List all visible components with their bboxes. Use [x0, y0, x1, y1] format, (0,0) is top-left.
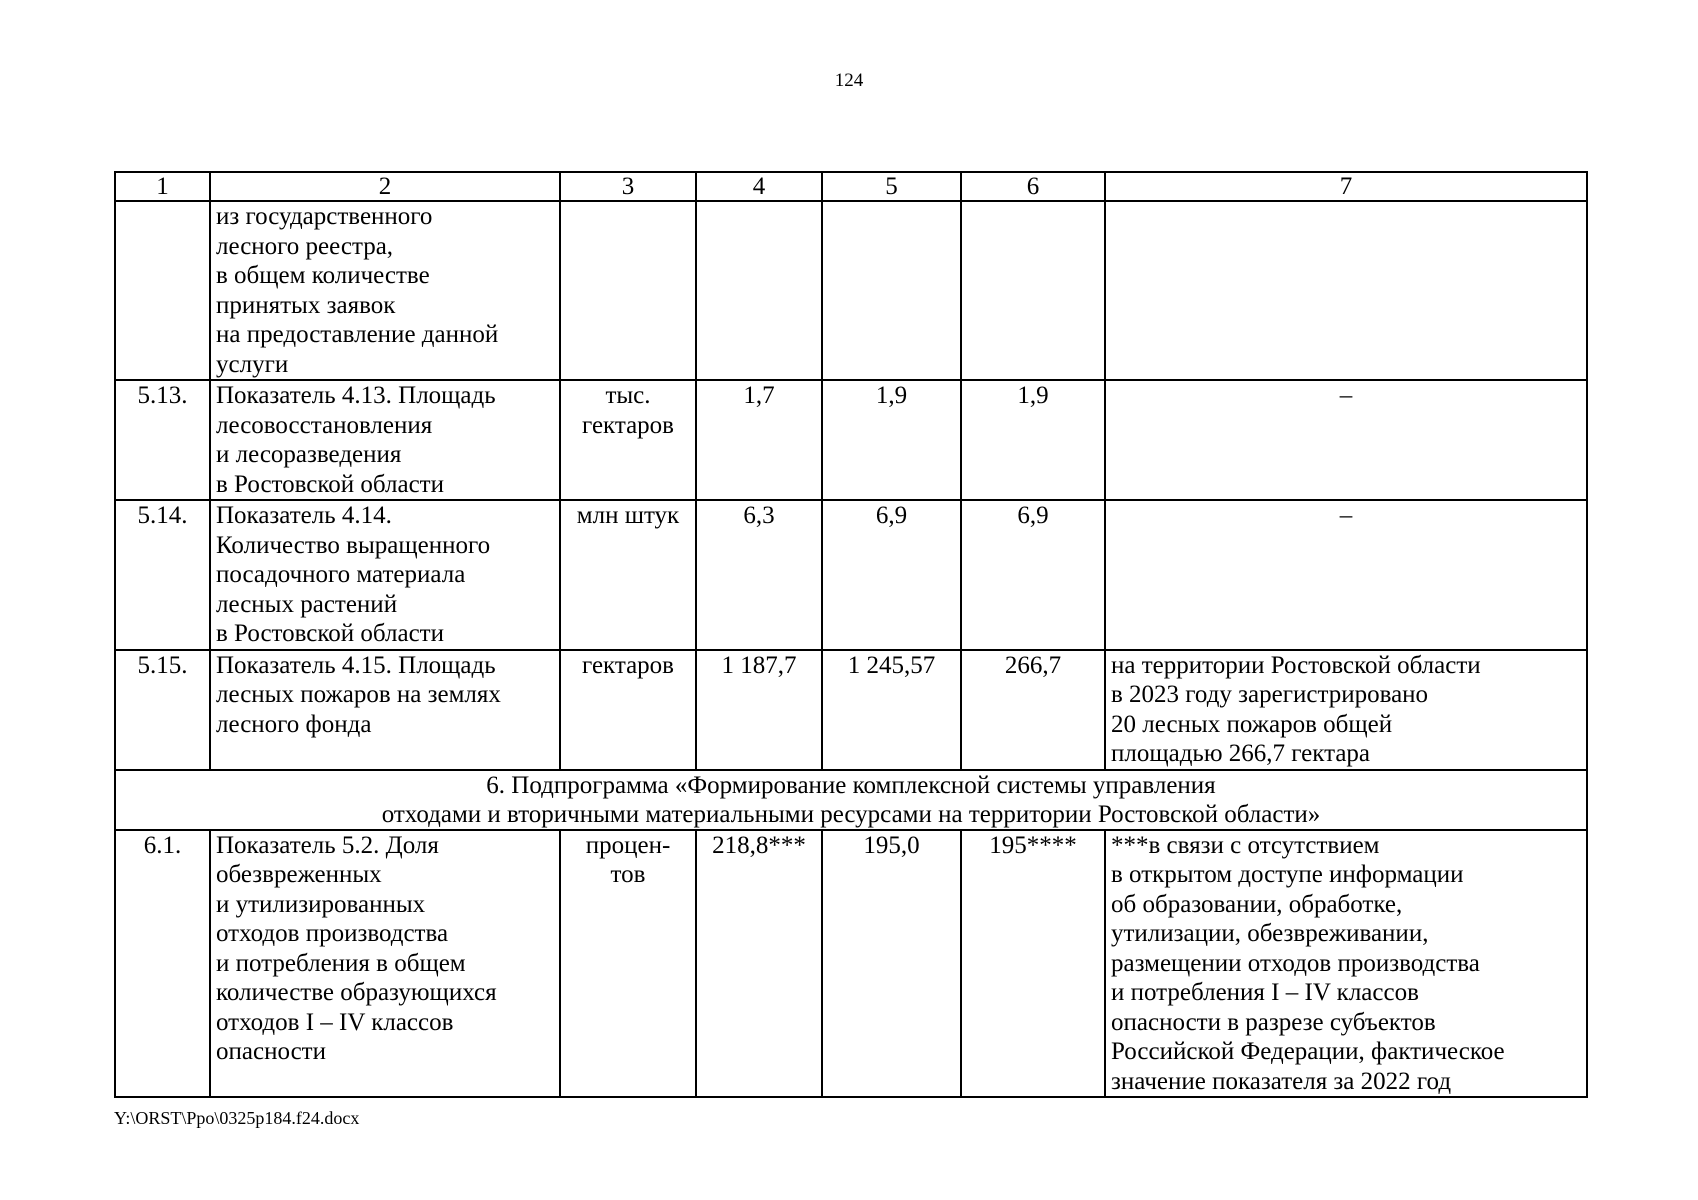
value-col-6: 6,9	[961, 500, 1105, 650]
row-number: 6.1.	[115, 830, 210, 1098]
value-col-4: 218,8***	[696, 830, 822, 1098]
value-col-4: 1 187,7	[696, 650, 822, 770]
row-number	[115, 201, 210, 380]
note-cell	[1105, 201, 1587, 380]
unit-cell: гектаров	[560, 650, 696, 770]
row-number: 5.15.	[115, 650, 210, 770]
unit-cell	[560, 201, 696, 380]
header-cell-4: 4	[696, 172, 822, 201]
file-path-footer: Y:\ORST\Ppo\0325p184.f24.docx	[114, 1108, 360, 1128]
value-col-5: 6,9	[822, 500, 961, 650]
header-cell-2: 2	[210, 172, 560, 201]
value-col-6: 195****	[961, 830, 1105, 1098]
value-col-5	[822, 201, 961, 380]
row-number: 5.13.	[115, 380, 210, 500]
note-cell: –	[1105, 380, 1587, 500]
unit-cell: процен- тов	[560, 830, 696, 1098]
section-header-row	[115, 770, 1587, 830]
note-cell: ***в связи с отсутствием в открытом доступе информации об образовании, обработке, утилизации, обезвреживании, размещении отходов производства и потребления I – IV классов опасности в разрезе субъектов Российской Федерации, фактическое значение показателя за 2022 год	[1105, 830, 1587, 1098]
indicator-name: Показатель 4.15. Площадь лесных пожаров на землях лесного фонда	[210, 650, 560, 770]
indicator-name: Показатель 5.2. Доля обезвреженных и утилизированных отходов производства и потребления в общем количестве образующихся отходов I – IV классов опасности	[210, 830, 560, 1098]
value-col-6: 266,7	[961, 650, 1105, 770]
unit-cell: тыс. гектаров	[560, 380, 696, 500]
table-row	[115, 830, 1587, 1098]
indicator-name: Показатель 4.14. Количество выращенного посадочного материала лесных растений в Ростовской области	[210, 500, 560, 650]
indicator-name: Показатель 4.13. Площадь лесовосстановления и лесоразведения в Ростовской области	[210, 380, 560, 500]
value-col-4: 6,3	[696, 500, 822, 650]
subprogram-title: 6. Подпрограмма «Формирование комплексной системы управления отходами и вторичными материальными ресурсами на территории Ростовской области»	[115, 770, 1587, 830]
table-header-row	[115, 172, 1587, 201]
header-cell-6: 6	[961, 172, 1105, 201]
header-cell-3: 3	[560, 172, 696, 201]
note-cell: на территории Ростовской области в 2023 году зарегистрировано 20 лесных пожаров общей площадью 266,7 гектара	[1105, 650, 1587, 770]
unit-cell: млн штук	[560, 500, 696, 650]
note-cell: –	[1105, 500, 1587, 650]
header-cell-5: 5	[822, 172, 961, 201]
table-row	[115, 650, 1587, 770]
header-cell-7: 7	[1105, 172, 1587, 201]
value-col-5: 195,0	[822, 830, 961, 1098]
table-row	[115, 201, 1587, 380]
header-cell-1: 1	[115, 172, 210, 201]
value-col-6: 1,9	[961, 380, 1105, 500]
value-col-4: 1,7	[696, 380, 822, 500]
table-row	[115, 500, 1587, 650]
value-col-6	[961, 201, 1105, 380]
value-col-5: 1 245,57	[822, 650, 961, 770]
value-col-5: 1,9	[822, 380, 961, 500]
table-row	[115, 380, 1587, 500]
row-number: 5.14.	[115, 500, 210, 650]
value-col-4	[696, 201, 822, 380]
page-number: 124	[834, 70, 864, 91]
indicator-name: из государственного лесного реестра, в общем количестве принятых заявок на предоставление данной услуги	[210, 201, 560, 380]
indicators-table	[114, 171, 1588, 1098]
